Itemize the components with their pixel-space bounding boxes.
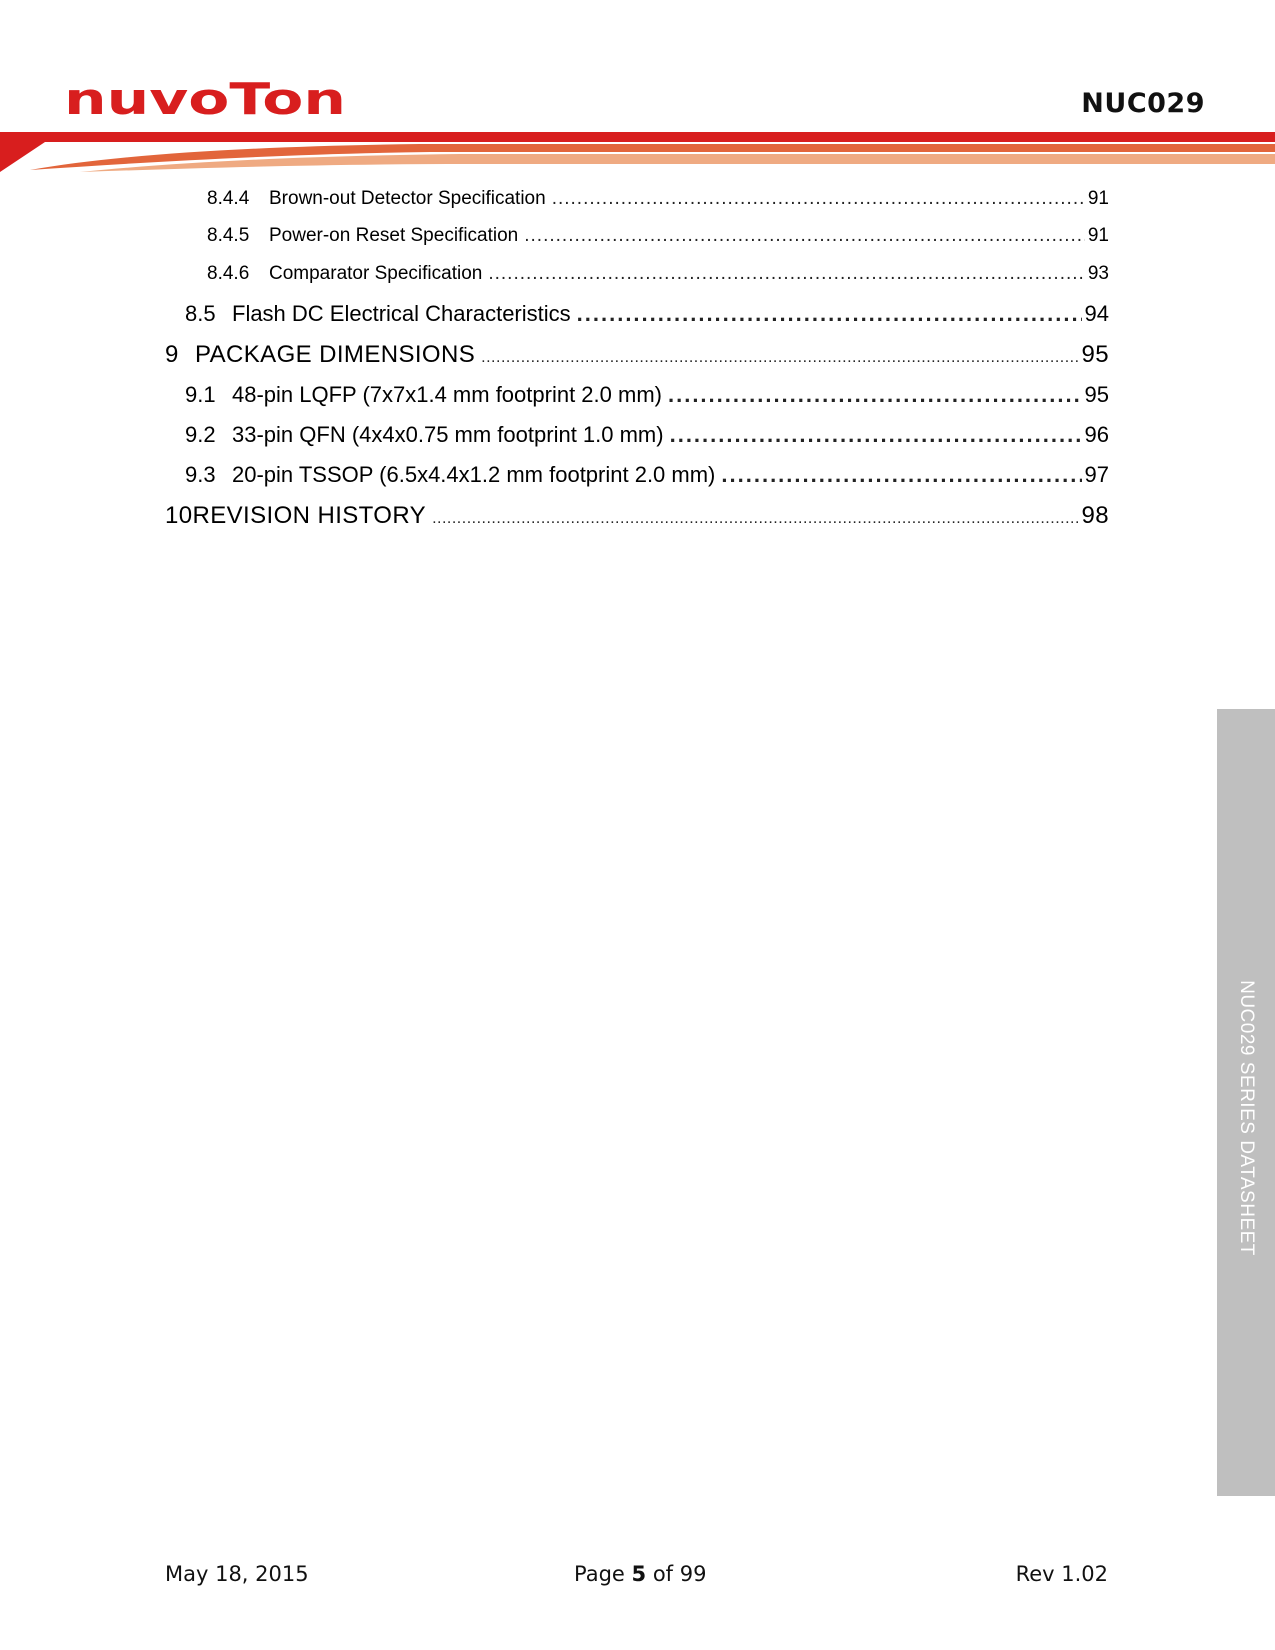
toc-number: 8.4.5	[207, 225, 250, 246]
toc-page-number: 98	[1081, 502, 1109, 529]
toc-dot-leader	[670, 422, 1082, 448]
toc-number: 8.4.4	[207, 188, 250, 209]
toc-number: 8.4.6	[207, 263, 250, 284]
toc-page-number: 95	[1084, 382, 1109, 407]
toc-entry-9[interactable]	[165, 341, 1109, 369]
toc-entry-8-4-4[interactable]	[207, 188, 1109, 210]
toc-page-number: 94	[1084, 301, 1109, 326]
toc-entry-9-2[interactable]	[185, 422, 1109, 448]
toc-entry-9-1[interactable]	[185, 382, 1109, 408]
toc-entry-8-4-5[interactable]	[207, 225, 1109, 247]
toc-dot-leader	[668, 382, 1082, 408]
nuvoton-logo	[64, 74, 346, 124]
toc-title: PACKAGE DIMENSIONS	[195, 341, 476, 368]
toc-number: 10	[165, 502, 193, 529]
toc-number: 8.5	[185, 301, 216, 326]
toc-title: 48-pin LQFP (7x7x1.4 mm footprint 2.0 mm)	[232, 382, 662, 407]
header-band	[0, 132, 1275, 174]
toc-title: Brown-out Detector Specification	[269, 188, 546, 209]
toc-page-number: 91	[1087, 188, 1109, 209]
toc-entry-10[interactable]	[165, 502, 1109, 530]
toc-entry-8-5[interactable]	[185, 301, 1109, 327]
toc-number: 9.3	[185, 462, 216, 487]
footer-page-current: 5	[631, 1562, 647, 1586]
nuvoton-logo-graphic	[64, 74, 346, 124]
side-tab-label: NUC029 SERIES DATASHEET	[1236, 980, 1257, 1256]
toc-page-number: 96	[1084, 422, 1109, 447]
toc-title: Comparator Specification	[269, 263, 483, 284]
toc-dot-leader	[577, 301, 1082, 327]
toc-number: 9	[165, 341, 179, 368]
toc-title: Power-on Reset Specification	[269, 225, 519, 246]
toc-title: 20-pin TSSOP (6.5x4.4x1.2 mm footprint 2.0 mm)	[232, 462, 716, 487]
logo-text: nuvoTon	[64, 74, 346, 124]
toc-dot-leader	[481, 341, 1078, 369]
footer-page-prefix: Page	[574, 1562, 632, 1586]
toc-dot-leader	[432, 502, 1078, 530]
toc-dot-leader	[524, 225, 1085, 247]
toc-title: 33-pin QFN (4x4x0.75 mm footprint 1.0 mm)	[232, 422, 664, 447]
footer-page-suffix: of 99	[646, 1562, 707, 1586]
footer-page-number	[574, 1562, 706, 1586]
toc-number: 9.2	[185, 422, 216, 447]
toc-page-number: 93	[1087, 263, 1109, 284]
footer-revision: Rev 1.02	[1015, 1562, 1108, 1586]
toc-title: Flash DC Electrical Characteristics	[232, 301, 571, 326]
toc-dot-leader	[552, 188, 1085, 210]
toc-number: 9.1	[185, 382, 216, 407]
document-id: NUC029	[1081, 88, 1205, 119]
toc-entry-8-4-6[interactable]	[207, 263, 1109, 285]
toc-entry-9-3[interactable]	[185, 462, 1109, 488]
toc-title: REVISION HISTORY	[192, 502, 427, 529]
toc-dot-leader	[488, 263, 1085, 285]
toc-dot-leader	[721, 462, 1081, 488]
footer-date: May 18, 2015	[165, 1562, 309, 1586]
toc-page-number: 95	[1081, 341, 1109, 368]
toc-page-number: 97	[1084, 462, 1109, 487]
toc-page-number: 91	[1087, 225, 1109, 246]
